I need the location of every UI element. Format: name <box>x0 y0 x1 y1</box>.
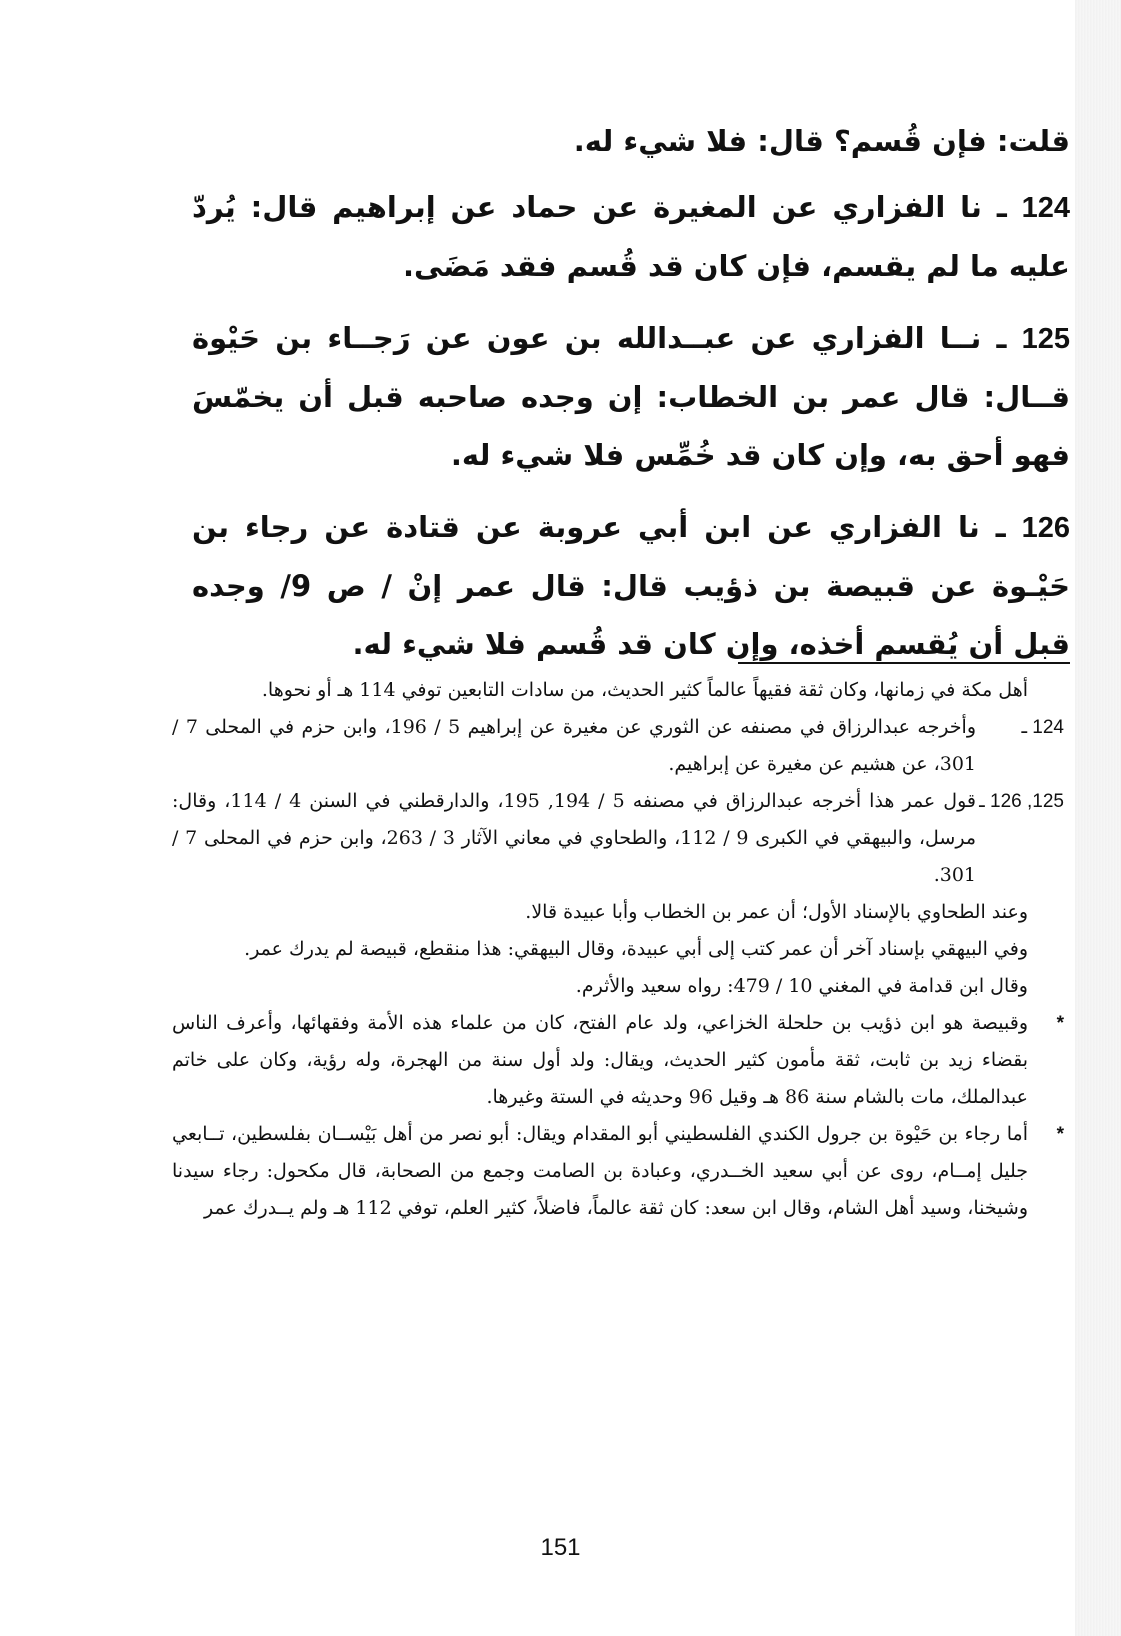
scan-edge-texture <box>1075 0 1121 1636</box>
hadith-125 <box>192 309 1070 484</box>
page-number: 151 <box>540 1534 581 1561</box>
footnote-qabisa-bio-text: وقبيصة هو ابن ذؤيب بن حلحلة الخزاعي، ولد عام الفتح، كان من علماء هذه الأمة وفقهائها، وأعرف الناس بقضاء زيد بن ثابت، ثقة مأمون كثير الحديث، ويقال: ولد أول سنة من الهجرة، وله رؤية، وكان على خاتم عبدالملك، مات بالشام سنة 86 هـ وقيل 96 وحديثه في الستة وغيرها. <box>172 1012 1028 1108</box>
footnote-125-126-text: قول عمر هذا أخرجه عبدالرزاق في مصنفه 5 / 194, 195، والدارقطني في السنن 4 / 114، وقال: مرسل، والبيهقي في الكبرى 9 / 112، والطحاوي في معاني الآثار 3 / 263، وابن حزم في المحلى 7 / 301. <box>172 790 977 886</box>
footnote-bayhaqi <box>172 931 1064 968</box>
footnote-124-text: وأخرجه عبدالرزاق في مصنفه عن الثوري عن مغيرة عن إبراهيم 5 / 196، وابن حزم في المحلى 7 / 301، عن هشيم عن مغيرة عن إبراهيم. <box>172 716 976 775</box>
hadith-125-number: 125 <box>1021 323 1070 355</box>
footnote-124 <box>172 709 1064 783</box>
hadith-126-number: 126 <box>1021 512 1070 544</box>
hadith-124-number: 124 <box>1021 192 1070 224</box>
footnote-continuation <box>172 672 1064 709</box>
hadith-126-text: ـ نا الفزاري عن ابن أبي عروبة عن قتادة عن رجاء بن حَيْـوة عن قبيصة بن ذؤيب قال: قال عمر إنْ / ص 9/ وجده قبل أن يُقسم أخذه، وإن كان قد قُسم فلا شيء له. <box>192 510 1070 661</box>
main-line-question <box>192 112 1070 170</box>
main-text-body <box>192 112 1070 687</box>
footnote-qudama-text: وقال ابن قدامة في المغني 10 / 479: رواه سعيد والأثرم. <box>575 975 1028 997</box>
footnote-tahawi <box>172 894 1064 931</box>
footnote-124-number: 124 ـ <box>1021 717 1064 738</box>
footnote-separator-rule <box>738 662 1070 664</box>
footnote-125-126-number: 125, 126 ـ <box>979 791 1064 812</box>
footnote-continuation-text: أهل مكة في زمانها، وكان ثقة فقيهاً عالماً كثير الحديث، من سادات التابعين توفي 114 هـ أو نحوها. <box>261 679 1028 701</box>
hadith-124-text: ـ نا الفزاري عن المغيرة عن حماد عن إبراهيم قال: يُردّ عليه ما لم يقسم، فإن كان قد قُسم فقد مَضَى. <box>192 190 1070 283</box>
footnote-qabisa-bio <box>172 1005 1064 1116</box>
hadith-126 <box>192 498 1070 673</box>
hadith-125-text: ـ نــا الفزاري عن عبــدالله بن عون عن رَجــاء بن حَيْوة قــال: قال عمر بن الخطاب: إن وجده صاحبه قبل أن يخمّسَ فهو أحق به، وإن كان قد خُمِّس فلا شيء له. <box>192 321 1070 472</box>
asterisk-icon: * <box>1056 1013 1064 1034</box>
footnote-bayhaqi-text: وفي البيهقي بإسناد آخر أن عمر كتب إلى أبي عبيدة، وقال البيهقي: هذا منقطع، قبيصة لم يدرك عمر. <box>244 938 1028 960</box>
footnote-tahawi-text: وعند الطحاوي بالإسناد الأول؛ أن عمر بن الخطاب وأبا عبيدة قالا. <box>525 901 1028 923</box>
main-line-question-text: قلت: فإن قُسم؟ قال: فلا شيء له. <box>573 124 1070 158</box>
footnote-qudama <box>172 968 1064 1005</box>
footnote-raja-bio-text: أما رجاء بن حَيْوة بن جرول الكندي الفلسطيني أبو المقدام ويقال: أبو نصر من أهل بَيْســان بفلسطين، تــابعي جليل إمــام، روى عن أبي سعيد الخــدري، وعبادة بن الصامت وجمع من الصحابة، قال مكحول: رجاء سيدنا وشيخنا، وسيد أهل الشام، وقال ابن سعد: كان ثقة عالماً، فاضلاً، كثير العلم، توفي 112 هـ ولم يــدرك عمر <box>172 1123 1028 1219</box>
footnote-125-126 <box>172 783 1064 894</box>
asterisk-icon: * <box>1056 1124 1064 1145</box>
footnotes-section <box>172 672 1064 1227</box>
footnote-raja-bio <box>172 1116 1064 1227</box>
hadith-124 <box>192 178 1070 295</box>
